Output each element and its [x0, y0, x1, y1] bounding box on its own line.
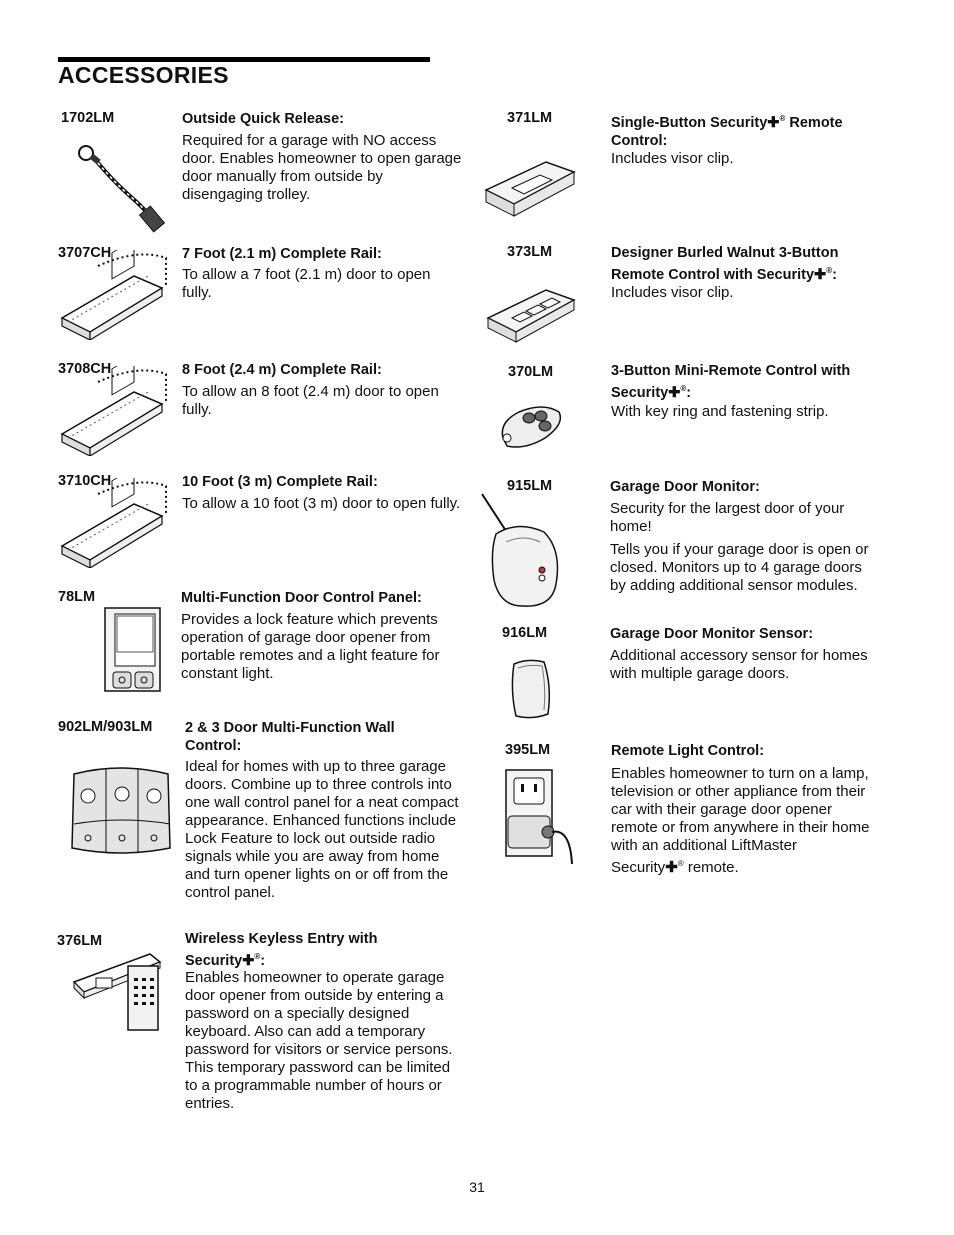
item-heading: 7 Foot (2.1 m) Complete Rail: [182, 246, 382, 262]
part-number: 915LM [507, 478, 553, 494]
part-number: 3707CH [58, 245, 112, 261]
item-description: Includes visor clip. [611, 284, 734, 301]
item-heading: Designer Burled Walnut 3-Button Remote Control with Security✚®: [611, 245, 839, 283]
rail-icon [58, 478, 173, 568]
item-description: With key ring and fastening strip. [611, 403, 829, 420]
wall-control-icon [66, 764, 176, 856]
part-number: 376LM [57, 933, 103, 949]
part-number: 3708CH [58, 361, 112, 377]
item-description: To allow a 10 foot (3 m) door to open fully. [182, 495, 461, 512]
part-number: 395LM [505, 742, 551, 758]
part-number: 373LM [507, 244, 553, 260]
item-heading: Remote Light Control: [611, 743, 765, 759]
quick-release-cord-icon [70, 138, 175, 238]
item-heading: Garage Door Monitor Sensor: [610, 626, 814, 642]
part-number: 3710CH [58, 473, 112, 489]
item-heading: 8 Foot (2.4 m) Complete Rail: [182, 362, 382, 378]
rail-icon [58, 250, 173, 340]
sensor-icon [504, 656, 556, 722]
door-monitor-icon [478, 490, 568, 610]
page-title: ACCESSORIES [58, 62, 229, 88]
item-description: Ideal for homes with up to three garage doors. Combine up to three controls into one wall control panel for a neat compact appearance. Enhanced functions include Lock Feature to lock out outside radio signals while you are away from home and turn opener lights on or off from the control panel. [185, 758, 459, 901]
part-number: 902LM/903LM [58, 719, 153, 735]
part-number: 371LM [507, 110, 553, 126]
item-description: Includes visor clip. [611, 150, 734, 167]
item-description: Provides a lock feature which prevents operation of garage door opener from portable remotes and a light feature for constant light. [181, 611, 440, 682]
part-number: 78LM [58, 589, 96, 605]
item-description: Required for a garage with NO access door. Enables homeowner to open garage door manually from outside by disengaging trolley. [182, 132, 462, 203]
item-heading: 3-Button Mini-Remote Control with Security✚®: [611, 363, 851, 401]
item-description: Additional accessory sensor for homes with multiple garage doors. [610, 647, 868, 682]
item-description: Enables homeowner to turn on a lamp, television or other appliance from their car with their garage door opener remote or from anywhere in their home with an additional LiftMaster Security✚® remote. [611, 765, 870, 876]
item-description: To allow an 8 foot (2.4 m) door to open fully. [182, 383, 439, 418]
remote-icon [482, 158, 578, 222]
remote-3-button-icon [484, 286, 580, 346]
item-heading: Multi-Function Door Control Panel: [181, 590, 422, 606]
mini-remote-icon [495, 402, 567, 454]
item-heading: Wireless Keyless Entry with Security✚®: [185, 931, 378, 969]
item-heading: Garage Door Monitor: [610, 479, 760, 495]
item-heading: 2 & 3 Door Multi-Function Wall Control: [185, 720, 395, 754]
item-heading: 10 Foot (3 m) Complete Rail: [182, 474, 378, 490]
light-control-icon [504, 768, 578, 866]
item-description: Security for the largest door of your home! Tells you if your garage door is open or closed. Monitors up to 4 garage doors by adding additional sensor modules. [610, 500, 869, 594]
rail-icon [58, 366, 173, 456]
item-description: To allow a 7 foot (2.1 m) door to open fully. [182, 266, 431, 301]
page-number: 31 [469, 1179, 485, 1195]
part-number: 1702LM [61, 110, 115, 126]
door-control-panel-icon [103, 606, 163, 694]
item-description: Enables homeowner to operate garage door opener from outside by entering a password on a specially designed keyboard. Also can add a temporary password for visitors or service persons. This temporary password can be limited to a programmable number of hours or entries. [185, 969, 453, 1112]
part-number: 916LM [502, 625, 548, 641]
item-heading: Outside Quick Release: [182, 111, 344, 127]
keypad-icon [70, 948, 170, 1034]
part-number: 370LM [508, 364, 554, 380]
item-heading: Single-Button Security✚® Remote Control: [611, 114, 843, 149]
